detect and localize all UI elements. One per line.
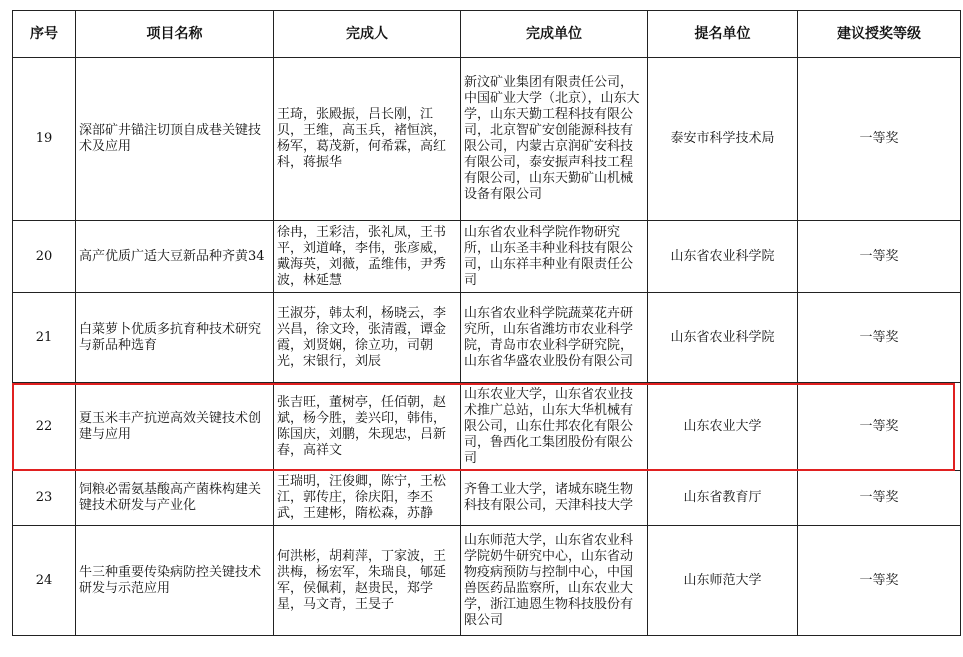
row-no: 21 [13, 293, 76, 383]
header-people: 完成人 [274, 11, 461, 58]
row-level: 一等奖 [798, 471, 961, 526]
row-level: 一等奖 [798, 383, 961, 471]
row-no: 19 [13, 58, 76, 221]
row-units: 山东省农业科学院蔬菜花卉研究所，山东省潍坊市农业科学院，青岛市农业科学研究院，山东省华盛农业股份有限公司 [461, 293, 648, 383]
row-units: 山东师范大学，山东省农业科学院奶牛研究中心，山东省动物疫病预防与控制中心，中国兽医药品监察所，山东农业大学，浙江迪恩生物科技股份有限公司 [461, 526, 648, 636]
row-nominator: 山东师范大学 [648, 526, 798, 636]
row-no: 24 [13, 526, 76, 636]
row-people: 王淑芬，韩太利，杨晓云，李兴昌，徐文玲，张清霞，谭金霞，刘贤娴，徐立功，司朝光，宋银行，刘辰 [274, 293, 461, 383]
table-row-highlighted [13, 383, 961, 471]
row-people: 张吉旺，董树亭，任佰朝，赵斌，杨今胜，姜兴印，韩伟，陈国庆，刘鹏，朱现忠，吕新春，高祥文 [274, 383, 461, 471]
row-people: 何洪彬，胡莉萍，丁家波，王洪梅，杨宏军，朱瑞良，郇延军，侯佩莉，赵贵民，郑学星，马文青，王旻子 [274, 526, 461, 636]
row-no: 20 [13, 221, 76, 293]
awards-table [12, 10, 961, 636]
row-project: 饲粮必需氨基酸高产菌株构建关键技术研发与产业化 [76, 471, 274, 526]
row-people: 徐冉，王彩洁，张礼凤，王书平，刘道峰，李伟，张彦威，戴海英，刘薇，孟维伟，尹秀波，林延慧 [274, 221, 461, 293]
header-row [13, 11, 961, 58]
row-nominator: 泰安市科学技术局 [648, 58, 798, 221]
row-project: 高产优质广适大豆新品种齐黄34 [76, 221, 274, 293]
row-level: 一等奖 [798, 526, 961, 636]
row-people: 王瑞明，汪俊卿，陈宁，王松江，郭传庄，徐庆阳，李丕武，王建彬，隋松森，苏静 [274, 471, 461, 526]
table-row [13, 58, 961, 221]
row-no: 22 [13, 383, 76, 471]
row-level: 一等奖 [798, 221, 961, 293]
header-units: 完成单位 [461, 11, 648, 58]
row-units: 新汶矿业集团有限责任公司，中国矿业大学（北京），山东大学，山东天勤工程科技有限公司，北京智矿安创能源科技有限公司，内蒙古京润矿安科技有限公司，泰安振声科技工程有限公司，山东天勤矿山机械设备有限公司 [461, 58, 648, 221]
row-units: 齐鲁工业大学，诸城东晓生物科技有限公司，天津科技大学 [461, 471, 648, 526]
row-project: 白菜萝卜优质多抗育种技术研究与新品种选育 [76, 293, 274, 383]
table-row [13, 526, 961, 636]
table-row [13, 293, 961, 383]
row-project: 夏玉米丰产抗逆高效关键技术创建与应用 [76, 383, 274, 471]
row-units: 山东省农业科学院作物研究所，山东圣丰种业科技有限公司，山东祥丰种业有限责任公司 [461, 221, 648, 293]
row-people: 王琦，张殿振，吕长刚，江贝，王维，高玉兵，褚恒滨，杨军，葛茂新，何希霖，高红科，蒋振华 [274, 58, 461, 221]
header-level: 建议授奖等级 [798, 11, 961, 58]
row-nominator: 山东农业大学 [648, 383, 798, 471]
header-project: 项目名称 [76, 11, 274, 58]
header-no: 序号 [13, 11, 76, 58]
table-row [13, 471, 961, 526]
row-project: 深部矿井锚注切顶自成巷关键技术及应用 [76, 58, 274, 221]
row-nominator: 山东省农业科学院 [648, 293, 798, 383]
row-nominator: 山东省农业科学院 [648, 221, 798, 293]
row-project: 牛三种重要传染病防控关键技术研发与示范应用 [76, 526, 274, 636]
row-level: 一等奖 [798, 58, 961, 221]
row-units: 山东农业大学，山东省农业技术推广总站，山东大华机械有限公司，山东仕邦农化有限公司，鲁西化工集团股份有限公司 [461, 383, 648, 471]
header-nominator: 提名单位 [648, 11, 798, 58]
row-no: 23 [13, 471, 76, 526]
row-level: 一等奖 [798, 293, 961, 383]
row-nominator: 山东省教育厅 [648, 471, 798, 526]
table-row [13, 221, 961, 293]
